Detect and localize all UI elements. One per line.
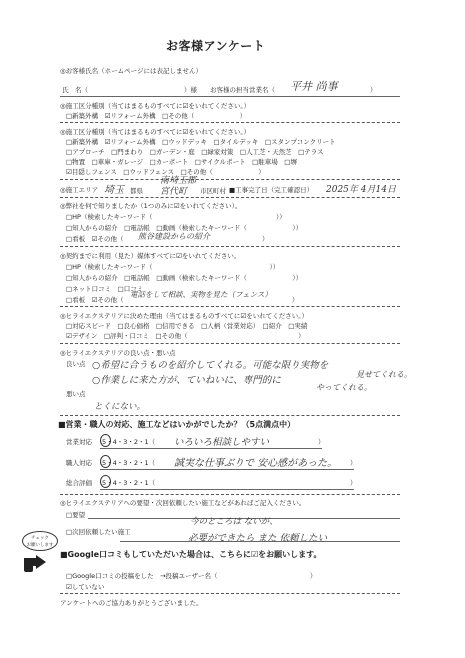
- google-row1: □Google口コミの投稿をした →投稿ユーザー名（: [66, 572, 218, 580]
- rating-item-label: 営業対応: [66, 438, 92, 446]
- divider: [60, 246, 400, 247]
- name-underline: [60, 96, 400, 97]
- how-known-row: □看板 ☑その他（: [66, 235, 124, 243]
- rep-value: 平井 尚事: [290, 80, 338, 93]
- rating-item-label: 職人対応: [66, 459, 92, 467]
- reason-row: ☑デザイン □評判・口コミ □その他（ ）: [66, 332, 305, 340]
- divider: [60, 179, 400, 180]
- divider: [60, 494, 400, 495]
- google-row1-close: ）: [310, 572, 317, 580]
- rating-close: ）: [350, 459, 357, 467]
- pointing-hand-icon: [22, 549, 48, 575]
- rating-close: ）: [350, 479, 357, 487]
- area-label: ◎施工エリア: [60, 186, 99, 194]
- bad-value: とくにない。: [94, 402, 146, 412]
- how-known-row: □知人からの紹介 □電話帳 □動画（検索したキーワード（ ））: [66, 224, 303, 232]
- how-known-other: 熊谷建設からの紹介: [138, 232, 210, 241]
- construction-type-label: ◎施工区分種別（当てはまるものすべてに☑をいれてください。）: [60, 102, 251, 110]
- rating-underline: [100, 448, 322, 449]
- area-pref-suffix: 都県: [130, 187, 143, 195]
- media-row: □ネット口コミ □口コミ: [66, 285, 144, 293]
- divider: [60, 306, 400, 307]
- construction-detail-label: ◎施工区分種別（当てはまるものすべてに☑をいれてください。）: [60, 128, 251, 136]
- rating-scale: 5・4・3・2・1（: [102, 459, 156, 467]
- rating-comment: 誠実な仕事ぶりで 安心感があった。: [174, 458, 338, 469]
- rating-item-label: 総合評価: [66, 479, 92, 487]
- good-value: ○作業しに来た方が、ていねいに、専門的に: [92, 375, 281, 386]
- construction-detail-row: □物置 □車庫・ガレージ □カーポート □サイクルポート □駐車場 □塀: [66, 158, 297, 166]
- google-label: ■Google口コミもしていただいた場合は、こちらに☑をお願いします。: [60, 550, 322, 559]
- divider: [60, 197, 400, 198]
- how-known-row: □HP（検索したキーワード（ ））: [66, 213, 286, 221]
- good-value-cont: やってくれる。: [316, 383, 372, 392]
- good-bad-label: ◎ヒライエクステリアの良い点・悪い点: [60, 349, 176, 357]
- request-label: ◎ヒライエクステリアへの要望・次回依頼したい施工などがあればご記入ください。: [60, 499, 306, 507]
- check-badge-line1: チェック: [31, 536, 49, 541]
- how-known-close: ）: [262, 235, 269, 243]
- rating-selected-circle: [100, 475, 111, 488]
- reason-row: □対応スピード □良心価格 □信用できる □人柄（営業対応） □紹介 □実績: [66, 322, 308, 330]
- rep-label: お客様の担当営業名（: [210, 86, 275, 94]
- next-label: □次回依頼したい施工: [66, 528, 131, 536]
- rating-comment: いろいろ相談しやすい: [174, 437, 270, 448]
- rating-underline: [100, 489, 354, 490]
- completion-date-label: ■工事完了日（完工確認日）: [229, 186, 314, 194]
- name-suffix: ）様: [184, 86, 197, 94]
- google-row2: ☑していない: [66, 583, 105, 591]
- good-value: ○希望に合うものを紹介してくれる。可能な限り実物を: [92, 360, 329, 371]
- rep-close: ）: [370, 86, 377, 94]
- divider: [60, 343, 400, 344]
- construction-detail-row: □アプローチ □門まわり □ガーデン・庭 □緑家対策 □人工芝・天然芝 □テラス: [66, 148, 324, 156]
- want-label: □要望: [66, 511, 86, 519]
- construction-detail-row: □新築外構 ☑リフォーム外構 □ウッドデッキ □タイルデッキ □スタンプコンクリート: [66, 138, 336, 146]
- media-other: 電話をして相談、実物を見た（フェンス）: [130, 290, 272, 299]
- page-title: お客様アンケート: [166, 39, 266, 53]
- rating-scale: 5・4・3・2・1（: [102, 438, 156, 446]
- check-badge-line2: お願いします: [26, 543, 54, 548]
- media-close: ）: [292, 296, 299, 304]
- next-value: 必要ができたら また 依頼したい: [188, 533, 328, 544]
- footer-thanks: アンケートへのご協力ありがとうございました。: [60, 599, 203, 607]
- media-row: □知人からの紹介 □電話帳 □動画（検索したキーワード（ ））: [66, 274, 303, 282]
- media-row: □HP（検索したキーワード（ ））: [66, 263, 280, 271]
- how-known-label: ◎弊社を何で知りましたか（1つのみに☑をいれてください）。: [60, 202, 242, 210]
- name-label: 氏 名（: [62, 86, 88, 94]
- media-label: ◎契約までに利用（見た）媒体すべてに☑をいれてください。: [60, 252, 241, 260]
- area-pref: 埼玉: [104, 185, 124, 196]
- rating-selected-circle: [100, 455, 111, 468]
- divider: [60, 593, 400, 594]
- media-row: □看板 ☑その他（: [66, 296, 124, 304]
- good-label: 良い点: [66, 360, 86, 368]
- rating-underline: [100, 469, 354, 470]
- check-badge: [22, 531, 58, 551]
- divider: [60, 415, 400, 416]
- next-value: 今のところは ないが、: [190, 517, 278, 527]
- rating-close: ）: [318, 438, 325, 446]
- rating-scale: 5・4・3・2・1（: [102, 479, 156, 487]
- construction-type-row: □新築外構 ☑リフォーム外構 □その他（ ）: [66, 112, 247, 120]
- next-underline: [120, 541, 400, 542]
- area-city-suffix: 市区町村: [200, 187, 226, 195]
- bad-label: 悪い点: [66, 390, 86, 398]
- construction-detail-row: ☑目隠しフェンス □ウッドフェンス □その他（ ）: [66, 168, 265, 176]
- area-city: 南埼玉郡 宮代町: [160, 176, 197, 197]
- completion-date-value: 2025年 4月14日: [326, 185, 396, 195]
- name-section-label: ◎お客様氏名（ホームページには表記しません）: [60, 67, 203, 75]
- rating-label: ■営業・職人の対応、施工などはいかがでしたか？（5点満点中）: [58, 420, 296, 429]
- divider: [60, 122, 400, 123]
- rating-selected-circle: [100, 434, 111, 447]
- good-value-cont: 見せてくれる。: [356, 370, 412, 379]
- reason-label: ◎ヒライエクステリアに決めた理由（当てはまるものすべてに☑をいれてください。）: [60, 312, 308, 320]
